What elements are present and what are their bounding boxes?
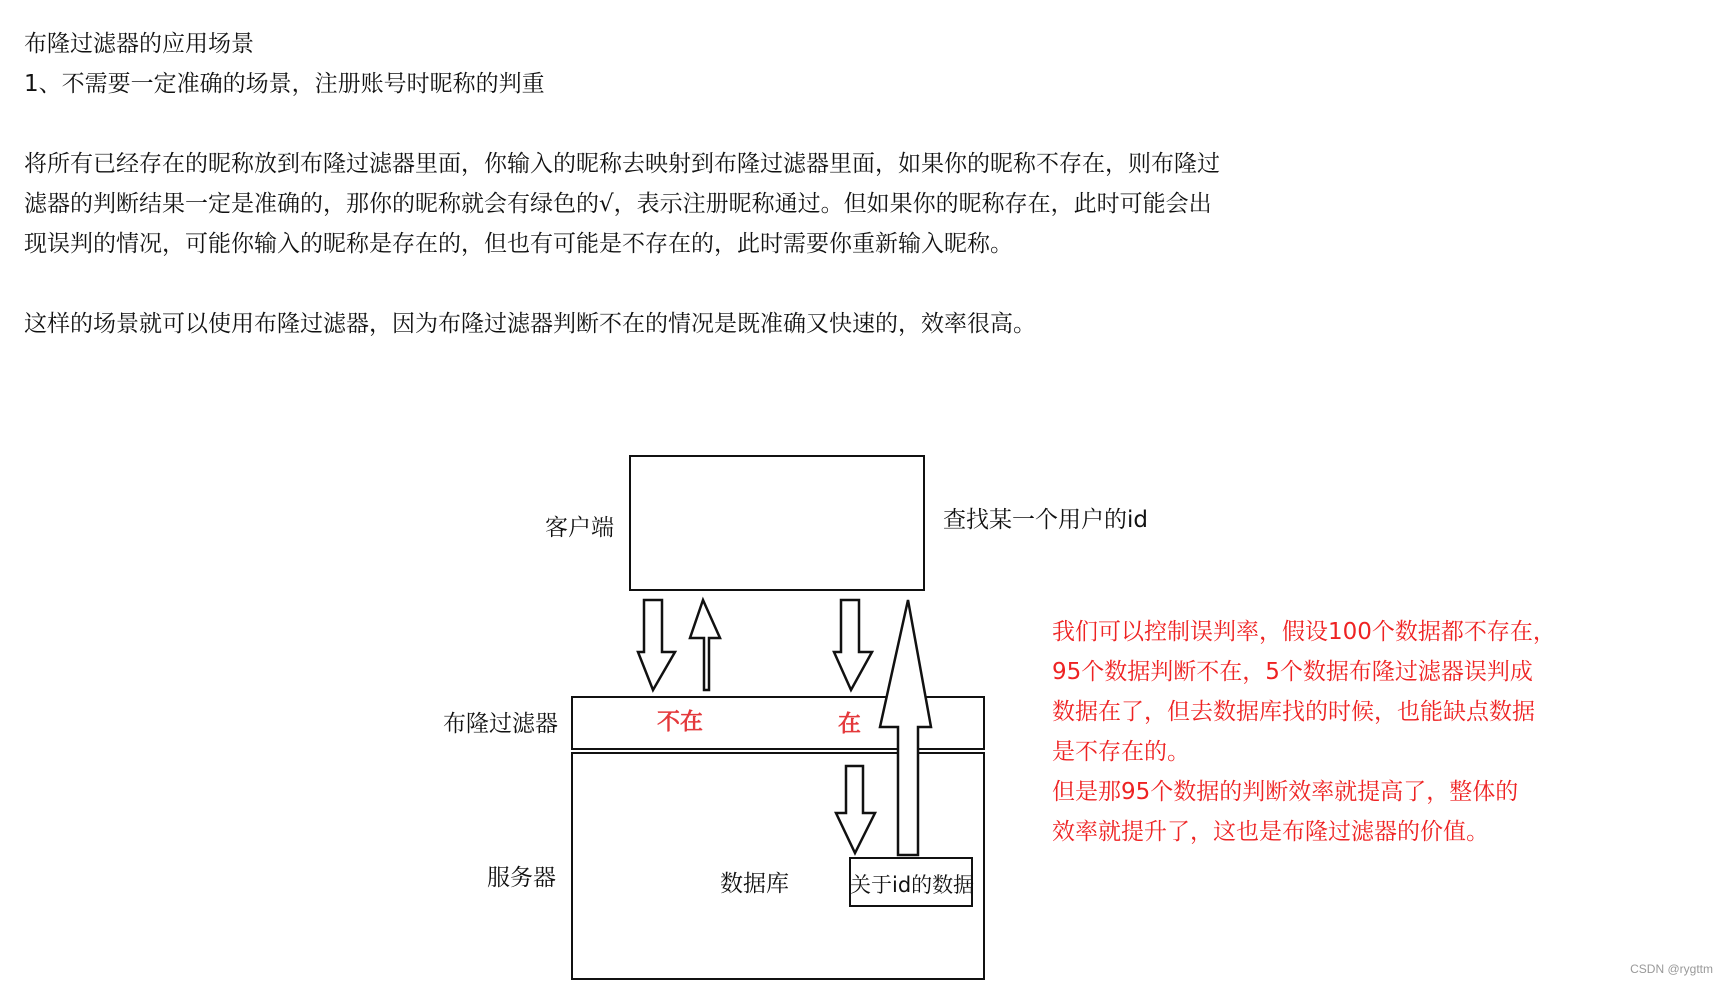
- client-label: 客户端: [545, 515, 614, 541]
- note-line: 95个数据判断不在，5个数据布隆过滤器误判成: [1052, 659, 1533, 685]
- paragraph1-line1: 将所有已经存在的昵称放到布隆过滤器里面，你输入的昵称去映射到布隆过滤器里面，如果你的昵称不存在，则布隆过: [24, 151, 1220, 177]
- watermark: CSDN @rygttm: [1630, 962, 1713, 976]
- note-line: 效率就提升了，这也是布隆过滤器的价值。: [1052, 819, 1489, 845]
- paragraph1-line2: 滤器的判断结果一定是准确的，那你的昵称就会有绿色的√，表示注册昵称通过。但如果你的昵称存在，此时可能会出: [24, 191, 1212, 217]
- down-arrow-icon: [836, 766, 875, 853]
- client-action-label: 查找某一个用户的id: [943, 507, 1148, 533]
- red-note: [1052, 612, 1672, 852]
- id-data-label: 关于id的数据: [850, 873, 975, 897]
- filter-in-label: 在: [838, 711, 861, 737]
- note-line: 数据在了，但去数据库找的时候，也能缺点数据: [1052, 699, 1535, 725]
- filter-not-in-label: 不在: [657, 709, 703, 735]
- long-up-arrow-icon: [880, 600, 931, 855]
- up-arrow-icon: [690, 600, 720, 690]
- database-label: 数据库: [720, 871, 789, 897]
- server-label: 服务器: [487, 865, 556, 891]
- note-line: 但是那95个数据的判断效率就提高了，整体的: [1052, 779, 1519, 805]
- note-line: 是不存在的。: [1052, 739, 1190, 765]
- bloom-filter-label: 布隆过滤器: [443, 711, 558, 737]
- down-arrow-icon: [834, 600, 872, 690]
- down-arrow-icon: [638, 600, 675, 690]
- paragraph1-line3: 现误判的情况，可能你输入的昵称是存在的，但也有可能是不存在的，此时需要你重新输入昵称。: [24, 231, 1013, 257]
- article-title: 布隆过滤器的应用场景: [24, 31, 254, 57]
- case-heading: 1、不需要一定准确的场景，注册账号时昵称的判重: [24, 71, 545, 97]
- note-line: 我们可以控制误判率，假设100个数据都不存在，: [1052, 619, 1556, 645]
- paragraph2: 这样的场景就可以使用布隆过滤器，因为布隆过滤器判断不在的情况是既准确又快速的，效率很高。: [24, 311, 1036, 337]
